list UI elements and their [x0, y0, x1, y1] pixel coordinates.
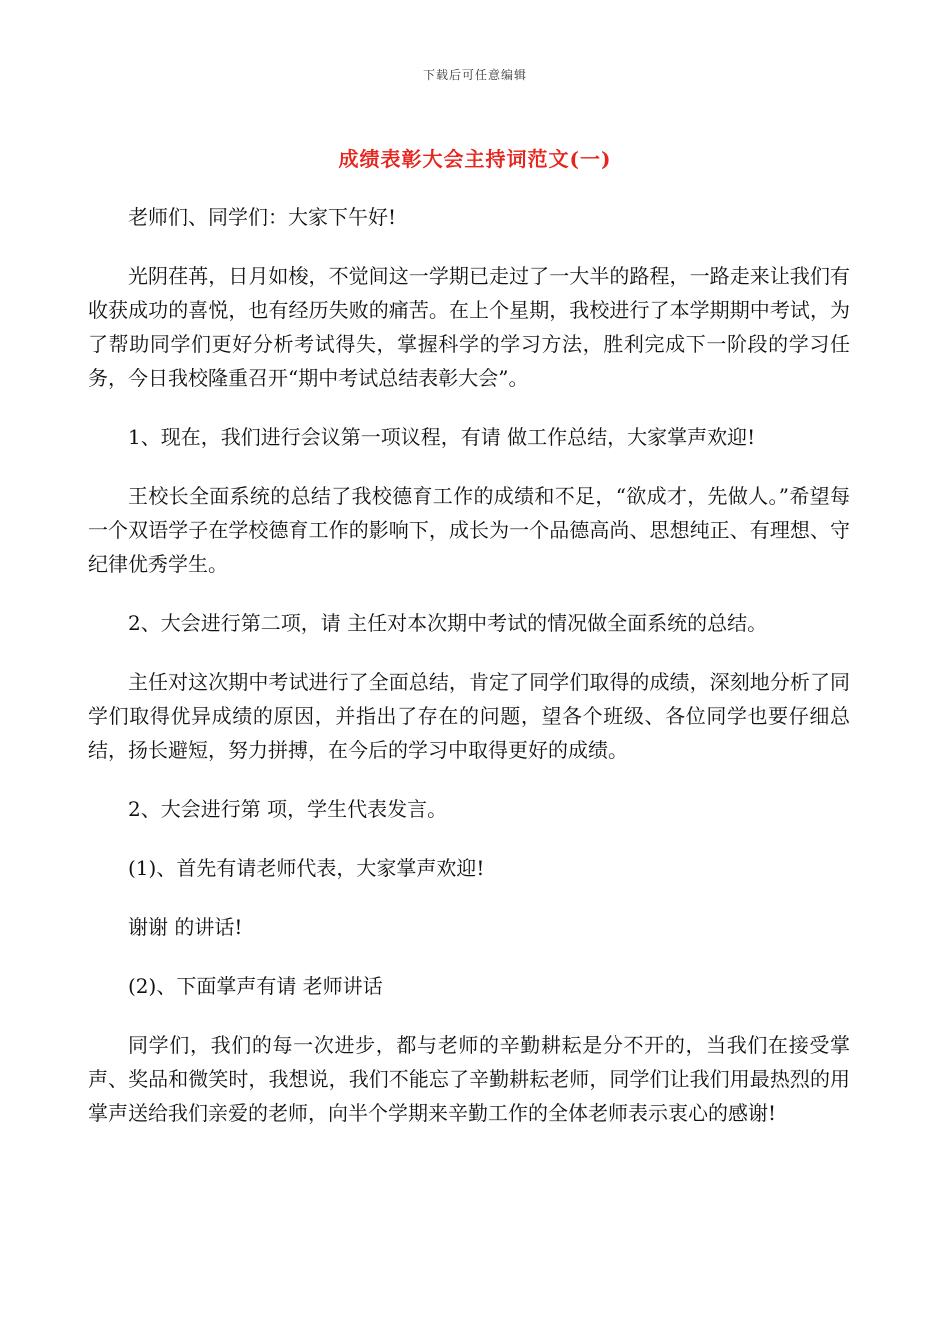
document-title: 成绩表彰大会主持词范文(一) — [338, 147, 612, 171]
paragraph-teacher-speech: (2)、下面掌声有请 老师讲话 — [128, 974, 383, 998]
paragraph-teacher-representative: (1)、首先有请老师代表，大家掌声欢迎! — [128, 856, 485, 880]
paragraph-intro: 光阴荏苒，日月如梭，不觉间这一学期已走过了一大半的路程，一路走来让我们有收获成功的喜悦，也有经历失败的痛苦。在上个星期，我校进行了本学期期中考试，为了帮助同学们更好分析考试得失，掌握科学的学习方法，胜利完成下一阶段的学习任务，今日我校隆重召开“期中考试总结表彰大会”。 — [88, 264, 850, 390]
paragraph-agenda-item-1: 1、现在，我们进行会议第一项议程，有请 做工作总结，大家掌声欢迎! — [128, 425, 756, 449]
document-body — [88, 200, 850, 1155]
paragraph-director-summary: 主任对这次期中考试进行了全面总结，肯定了同学们取得的成绩，深刻地分析了同学们取得优异成绩的原因，并指出了存在的问题，望各个班级、各位同学也要仔细总结，扬长避短，努力拼搏，在今后的学习中取得更好的成绩。 — [88, 670, 850, 762]
page-header-note: 下载后可任意编辑 — [422, 68, 527, 82]
paragraph-greeting: 老师们、同学们：大家下午好! — [128, 205, 397, 229]
paragraph-principal-summary: 王校长全面系统的总结了我校德育工作的成绩和不足，“欲成才，先做人。”希望每一个双语学子在学校德育工作的影响下，成长为一个品德高尚、思想纯正、有理想、守纪律优秀学生。 — [88, 484, 850, 576]
paragraph-agenda-item-2: 2、大会进行第二项，请 主任对本次期中考试的情况做全面系统的总结。 — [128, 611, 768, 635]
paragraph-agenda-item-3: 2、大会进行第 项，学生代表发言。 — [128, 797, 448, 821]
paragraph-thanks: 谢谢 的讲话! — [128, 915, 243, 939]
paragraph-closing: 同学们，我们的每一次进步，都与老师的辛勤耕耘是分不开的，当我们在接受掌声、奖品和微笑时，我想说，我们不能忘了辛勤耕耘老师，同学们让我们用最热烈的用掌声送给我们亲爱的老师，向半个学期来辛勤工作的全体老师表示衷心的感谢! — [88, 1033, 850, 1125]
